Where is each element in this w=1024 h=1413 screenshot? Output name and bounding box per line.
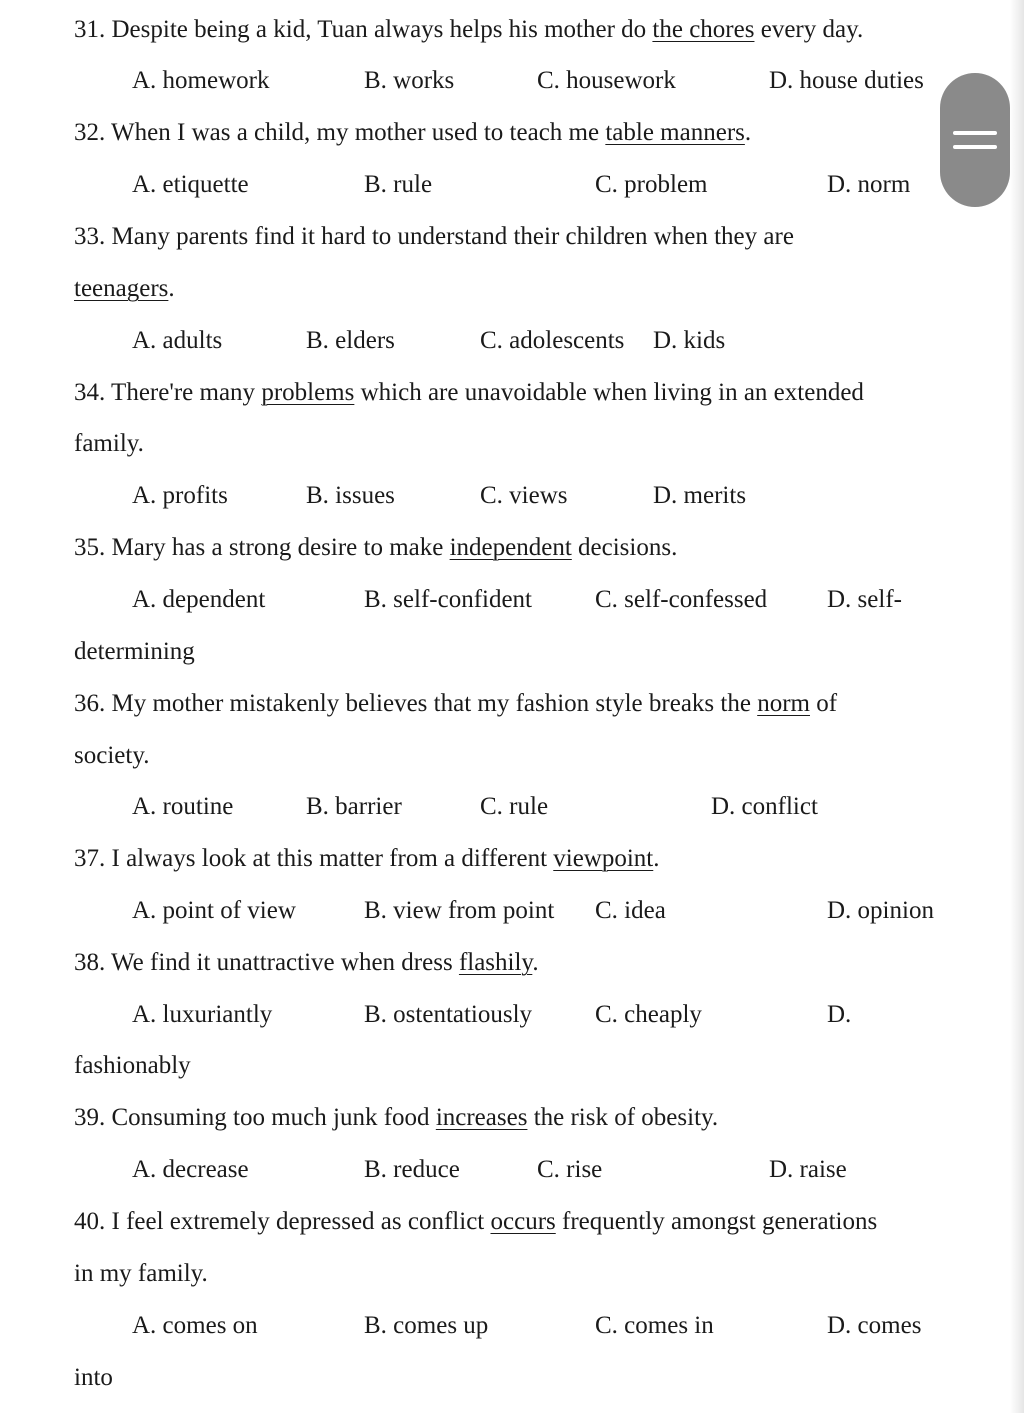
q31-option-d: D. house duties <box>769 67 924 94</box>
q38-option-a: A. luxuriantly <box>132 1001 273 1028</box>
q32-option-a: A. etiquette <box>132 171 249 198</box>
question-34-cont: family. <box>74 430 144 457</box>
scroll-drag-handle[interactable] <box>940 73 1010 207</box>
question-40 <box>74 1207 877 1237</box>
question-35-text: 35. Mary has a strong desire to make <box>74 534 450 561</box>
question-36-cont: society. <box>74 742 150 769</box>
question-34-text: 34. There're many <box>74 379 262 406</box>
question-32 <box>74 118 751 148</box>
q39-option-b: B. reduce <box>364 1156 460 1183</box>
q36-option-c: C. rule <box>480 793 549 820</box>
q34-option-c: C. views <box>480 482 568 509</box>
question-38-target: flashily <box>458 949 533 976</box>
question-36-text-end: of <box>809 690 838 717</box>
q38-option-d: D. <box>827 1001 852 1028</box>
q39-option-d: D. raise <box>769 1156 847 1183</box>
q40-option-d: D. comes <box>827 1312 922 1339</box>
question-31 <box>74 15 863 45</box>
question-32-text: 32. When I was a child, my mother used to teach me <box>74 119 606 146</box>
q32-option-b: B. rule <box>364 171 433 198</box>
question-38-text-end: . <box>532 949 539 976</box>
question-34-text-end: which are unavoidable when living in an extended <box>354 379 864 406</box>
question-39 <box>74 1103 718 1133</box>
question-32-text-end: . <box>744 119 752 146</box>
q31-option-b: B. works <box>364 67 455 94</box>
q33-option-a: A. adults <box>132 327 223 354</box>
question-35-text-end: decisions. <box>571 534 678 561</box>
q36-option-b: B. barrier <box>306 793 402 820</box>
q38-option-d-cont: fashionably <box>74 1052 191 1079</box>
question-37-text-end: . <box>653 845 660 872</box>
q37-option-a: A. point of view <box>132 897 296 924</box>
question-39-text: 39. Consuming too much junk food <box>74 1104 436 1131</box>
question-37 <box>74 844 660 874</box>
q34-option-d: D. merits <box>653 482 747 509</box>
q35-option-d: D. self- <box>827 586 902 613</box>
question-35 <box>74 533 677 563</box>
question-40-text-end: frequently amongst generations <box>555 1208 878 1235</box>
q33-option-b: B. elders <box>306 327 395 354</box>
q35-option-d-cont: determining <box>74 638 195 665</box>
q33-option-d: D. kids <box>653 327 726 354</box>
question-31-text-end: every day. <box>754 16 864 43</box>
page-edge-shadow <box>1010 0 1024 1413</box>
q40-option-d-cont: into <box>74 1364 113 1391</box>
question-34 <box>74 378 864 408</box>
q38-option-b: B. ostentatiously <box>364 1001 533 1028</box>
question-38 <box>74 948 539 978</box>
q31-option-c: C. housework <box>537 67 676 94</box>
q34-option-a: A. profits <box>132 482 228 509</box>
question-37-text: 37. I always look at this matter from a different <box>74 845 554 872</box>
question-33-cont <box>74 274 175 304</box>
q31-option-a: A. homework <box>132 67 270 94</box>
q37-option-d: D. opinion <box>827 897 934 924</box>
q32-option-c: C. problem <box>595 171 708 198</box>
question-39-text-end: the risk of obesity. <box>527 1104 719 1131</box>
question-39-target: increases <box>435 1104 528 1131</box>
question-37-target: viewpoint <box>553 845 654 872</box>
question-40-cont: in my family. <box>74 1260 208 1287</box>
q37-option-c: C. idea <box>595 897 666 924</box>
question-33-target: teenagers <box>74 275 169 302</box>
q39-option-a: A. decrease <box>132 1156 249 1183</box>
question-40-target: occurs <box>490 1208 556 1235</box>
q40-option-b: B. comes up <box>364 1312 489 1339</box>
q34-option-b: B. issues <box>306 482 395 509</box>
question-33: 33. Many parents find it hard to understand their children when they are <box>74 223 794 250</box>
q36-option-a: A. routine <box>132 793 234 820</box>
question-31-target: the chores <box>652 16 755 43</box>
q35-option-c: C. self-confessed <box>595 586 768 613</box>
q35-option-b: B. self-confident <box>364 586 533 613</box>
q35-option-a: A. dependent <box>132 586 266 613</box>
q39-option-c: C. rise <box>537 1156 603 1183</box>
question-33-text-end: . <box>168 275 175 302</box>
q38-option-c: C. cheaply <box>595 1001 702 1028</box>
question-38-text: 38. We find it unattractive when dress <box>74 949 459 976</box>
question-34-target: problems <box>261 379 355 406</box>
q32-option-d: D. norm <box>827 171 911 198</box>
question-32-target: table manners <box>605 119 745 146</box>
q36-option-d: D. conflict <box>711 793 818 820</box>
question-40-text: 40. I feel extremely depressed as conflict <box>74 1208 491 1235</box>
q40-option-c: C. comes in <box>595 1312 714 1339</box>
question-31-text: 31. Despite being a kid, Tuan always helps his mother do <box>74 16 653 43</box>
q40-option-a: A. comes on <box>132 1312 258 1339</box>
question-36-text: 36. My mother mistakenly believes that my fashion style breaks the <box>74 690 758 717</box>
q33-option-c: C. adolescents <box>480 327 625 354</box>
question-35-target: independent <box>449 534 572 561</box>
q37-option-b: B. view from point <box>364 897 555 924</box>
question-36 <box>74 689 837 719</box>
question-36-target: norm <box>757 690 810 717</box>
